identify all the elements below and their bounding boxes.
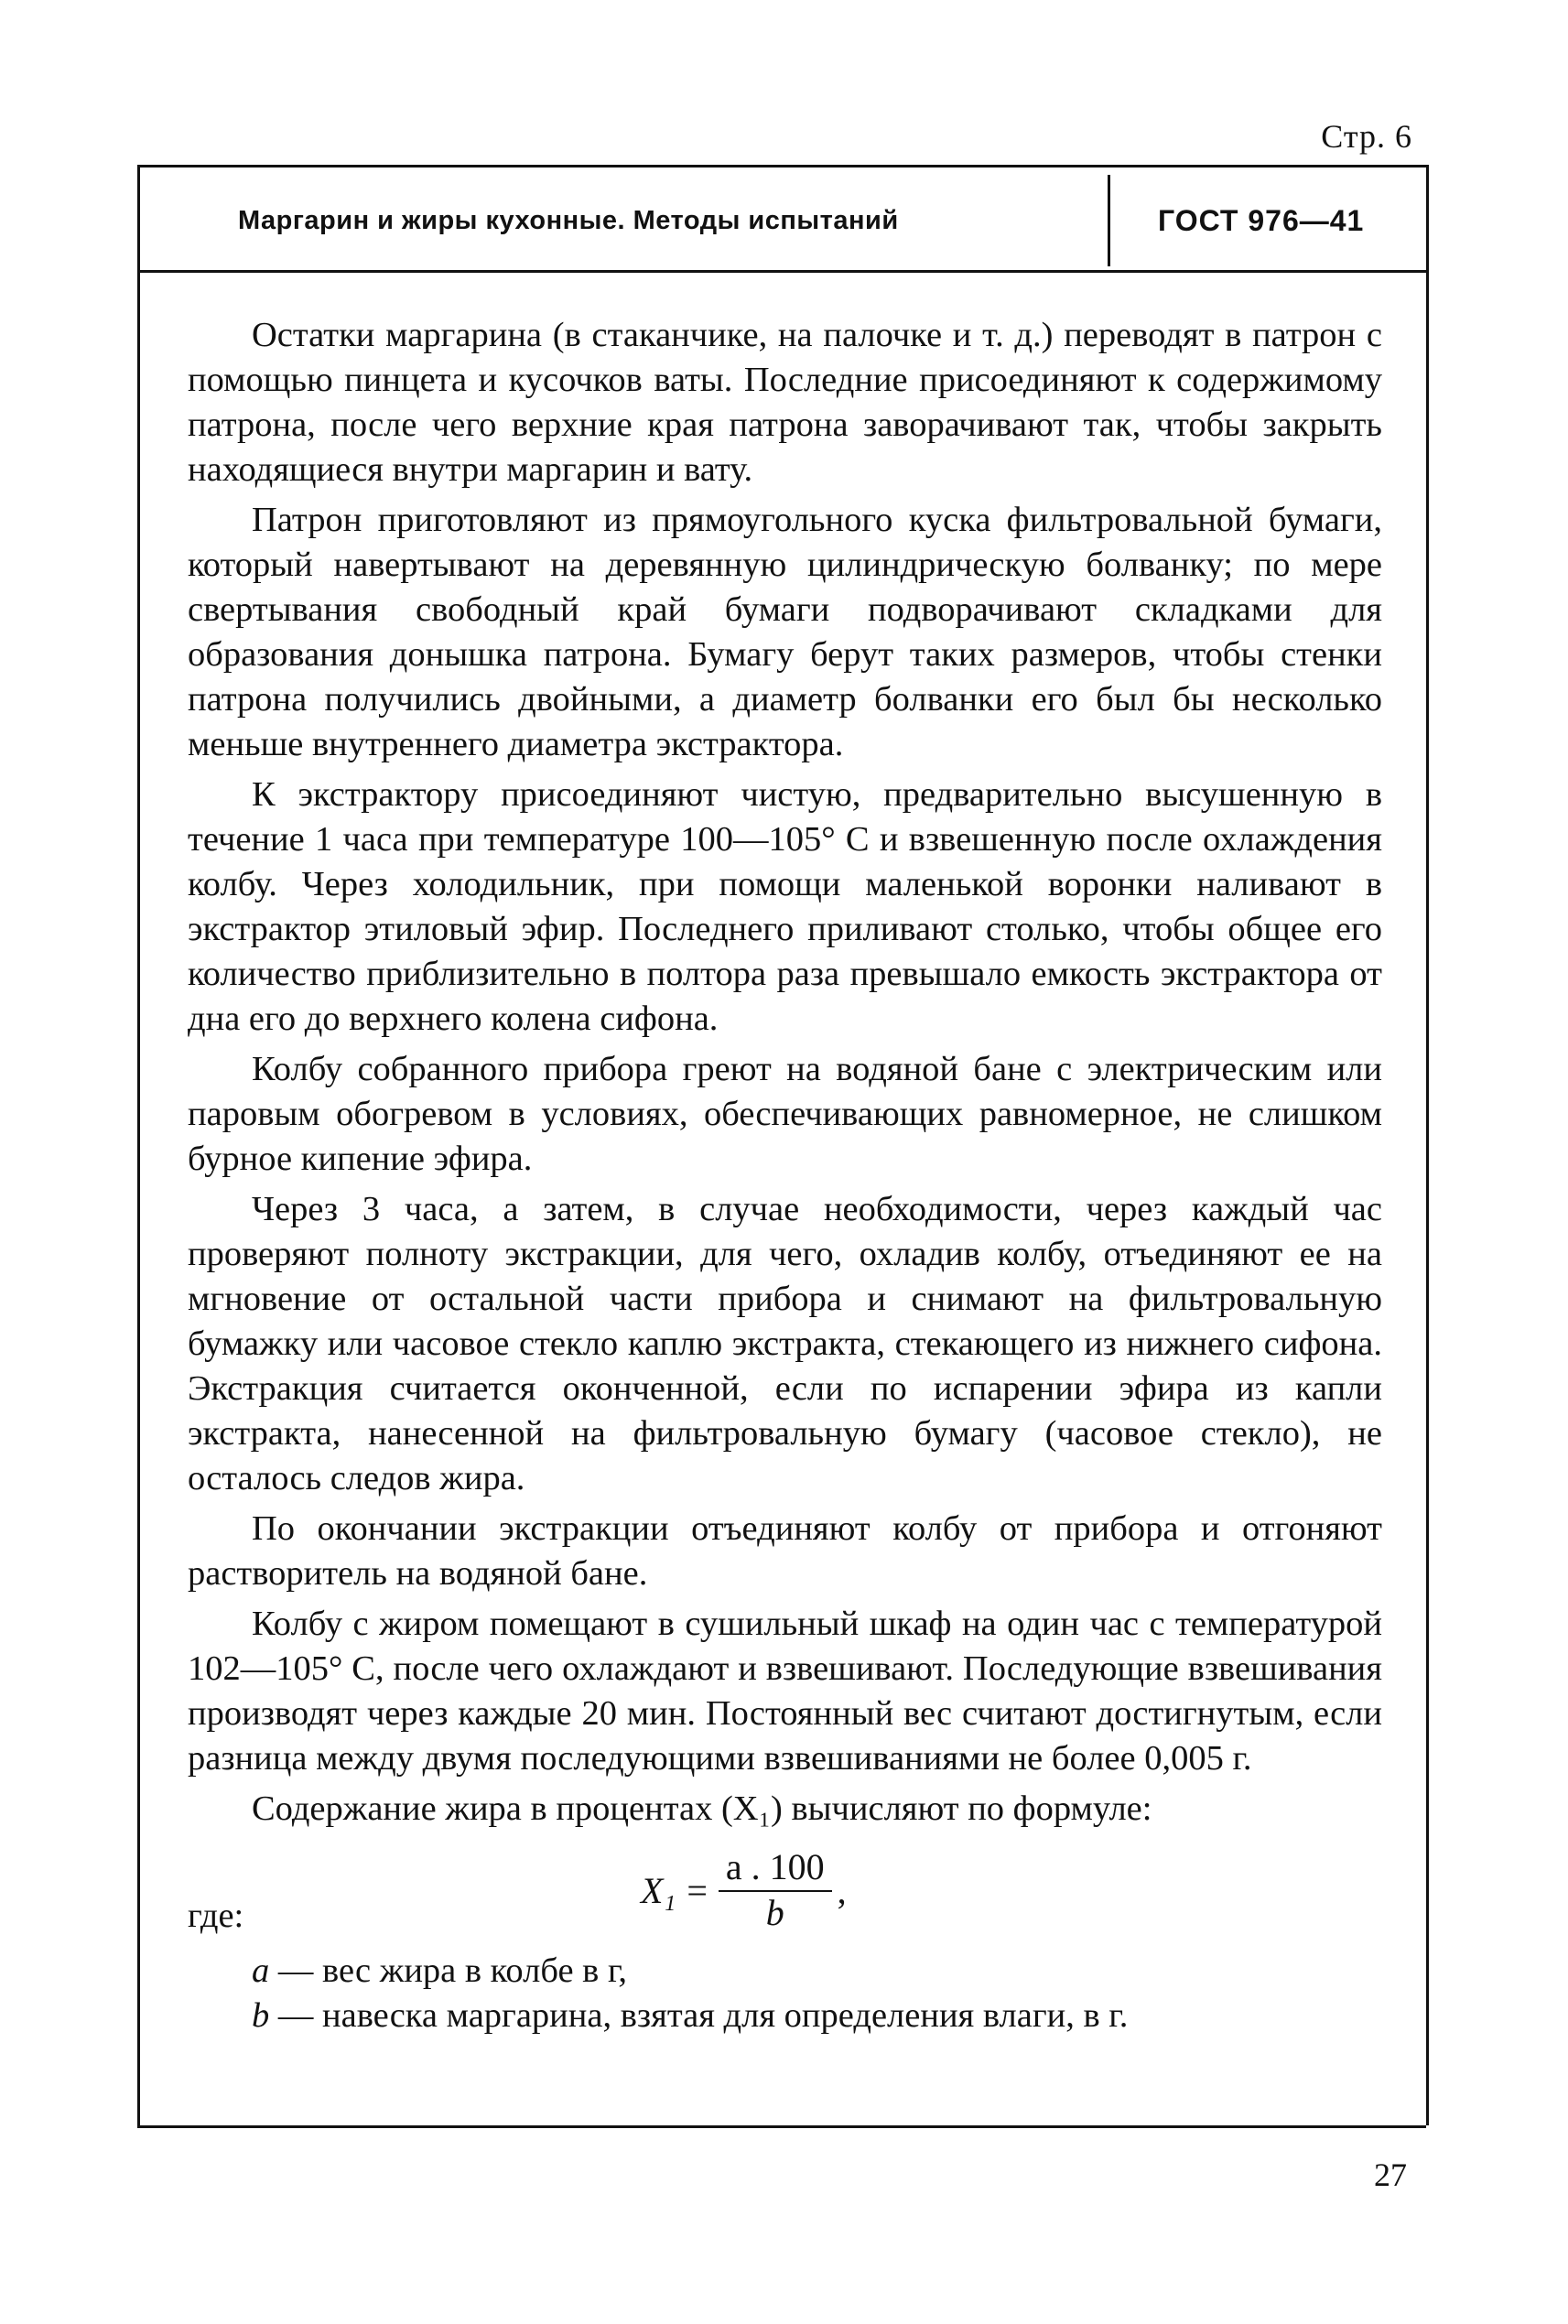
formula-comma: , — [837, 1869, 847, 1911]
definition-a-symbol: a — [252, 1951, 270, 1990]
formula-block — [188, 1839, 1382, 1949]
page-label-top: Стр. 6 — [1321, 118, 1412, 155]
paragraph-4: Колбу собранного прибора греют на водяной бане с электрическим или паровым обогревом в условиях, обеспечивающих равномерное, не слишком бурное кипение эфира. — [188, 1050, 1382, 1178]
formula-numerator: a . 100 — [719, 1846, 832, 1892]
definition-a — [252, 1949, 1382, 1994]
formula-fraction — [719, 1846, 832, 1934]
page-header — [137, 168, 1426, 273]
header-divider — [1108, 175, 1110, 266]
formula-equals: = — [687, 1869, 708, 1911]
header-standard-code: ГОСТ 976—41 — [1158, 204, 1365, 237]
formula-lhs: X₁ — [641, 1869, 676, 1911]
paragraph-5: Через 3 часа, а затем, в случае необходимости, через каждый час проверяют полноту экстракции, для чего, охладив колбу, отъединяют ее на мгновение от остальной части прибора и снимают на фильтровальную бумажку или часовое стекло каплю экстракта, стекающего из нижнего сифона. Экстракция считается оконченной, если по испарении эфира из капли экстракта, нанесенной на фильтровальную бумагу (часовое стекло), не осталось следов жира. — [188, 1190, 1382, 1497]
paragraph-1: Остатки маргарина (в стаканчике, на палочке и т. д.) переводят в патрон с помощью пинцета и кусочков ваты. Последние присоединяют к содержимому патрона, после чего верхние края патрона заворачивают так, чтобы закрыть находящиеся внутри маргарин и вату. — [188, 316, 1382, 489]
bottom-rule — [137, 2125, 1426, 2128]
definition-b-symbol: b — [252, 1996, 270, 2035]
paragraph-3: К экстрактору присоединяют чистую, предварительно высушенную в течение 1 часа при температуре 100—105° С и взвешенную после охлаждения колбу. Через холодильник, при помощи маленькой воронки наливают в экстрактор этиловый эфир. Последнего приливают столько, чтобы общее его количество приблизительно в полтора раза превышало емкость экстрактора от дна его до верхнего колена сифона. — [188, 775, 1382, 1038]
definition-a-text: — вес жира в колбе в г, — [269, 1951, 628, 1990]
definition-b-text: — навеска маргарина, взятая для определения влаги, в г. — [269, 1996, 1129, 2035]
formula-denominator: b — [765, 1892, 784, 1933]
where-label: где: — [188, 1897, 244, 1935]
fat-content-formula — [641, 1846, 847, 1934]
paragraph-2: Патрон приготовляют из прямоугольного куска фильтровальной бумаги, который навертывают на деревянную цилиндрическую болванку; по мере свертывания свободный край бумаги подворачивают складками для образования донышка патрона. Бумагу берут таких размеров, чтобы стенки патрона получились двойными, а диаметр болванки его был бы несколько меньше внутреннего диаметра экстрактора. — [188, 501, 1382, 763]
header-title: Маргарин и жиры кухонные. Методы испытаний — [238, 206, 899, 235]
definition-b — [252, 1994, 1382, 2038]
paragraph-8: Содержание жира в процентах (X₁) вычисляют по формуле: — [252, 1789, 1152, 1828]
document-body — [188, 313, 1382, 2038]
page-number-bottom: 27 — [1374, 2156, 1407, 2193]
paragraph-7: Колбу с жиром помещают в сушильный шкаф на один час с температурой 102—105° С, после чего охлаждают и взвешивают. Последующие взвешивания производят через каждые 20 мин. Постоянный вес считают достигнутым, если разница между двумя последующими взвешиваниями не более 0,005 г. — [188, 1605, 1382, 1778]
paragraph-6: По окончании экстракции отъединяют колбу от прибора и отгоняют растворитель на водяной бане. — [188, 1509, 1382, 1593]
